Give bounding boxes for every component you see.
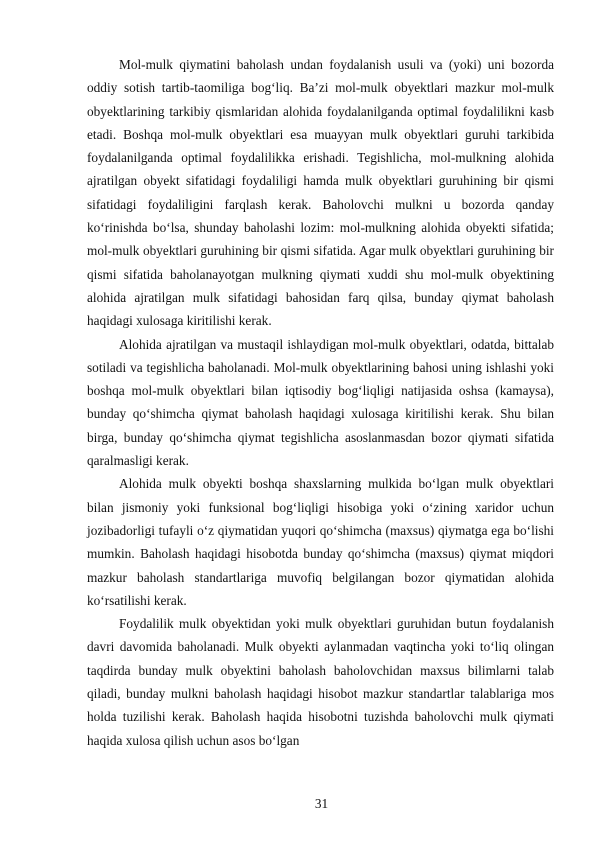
- paragraph-1: Mol-mulk qiymatini baholash undan foydalanish usuli va (yoki) uni bozorda oddiy sotish tartib-taomiliga bog‘liq. Ba’zi mol-mulk obyektlari mazkur mol-mulk obyektlarining tarkibiy qismlaridan alohida foydalanilganda optimal foydalilikni kasb etadi. Boshqa mol-mulk obyektlari esa muayyan mulk obyektlari guruhi tarkibida foydalanilganda optimal foydalilikka erishadi. Tegishlicha, mol-mulkning alohida ajratilgan obyekt sifatidagi foydaliligi hamda mulk obyektlari guruhining bir qismi sifatidagi foydaliligini farqlash kerak. Baholovchi mulkni u bozorda qanday ko‘rinishda bo‘lsa, shunday baholashi lozim: mol-mulkning alohida obyekti sifatida; mol-mulk obyektlari guruhining bir qismi sifatida. Agar mulk obyektlari guruhining bir qismi sifatida baholanayotgan mulkning qiymati xuddi shu mol-mulk obyektining alohida ajratilgan mulk sifatidagi bahosidan farq qilsa, bunday qiymat baholash haqidagi xulosaga kiritilishi kerak.: [87, 57, 554, 329]
- page-number: 31: [314, 796, 329, 811]
- paragraph-3: Alohida mulk obyekti boshqa shaxslarning mulkida bo‘lgan mulk obyektlari bilan jismoniy yoki funksional bog‘liqligi hisobiga yoki o‘zining xaridor uchun jozibadorligi tufayli o‘z qiymatidan yuqori qo‘shimcha (maxsus) qiymatga ega bo‘lishi mumkin. Baholash haqidagi hisobotda bunday qo‘shimcha (maxsus) qiymat miqdori mazkur baholash standartlariga muvofiq belgilangan bozor qiymatidan alohida ko‘rsatilishi kerak.: [87, 476, 554, 608]
- paragraph-2: Alohida ajratilgan va mustaqil ishlaydigan mol-mulk obyektlari, odatda, bittalab sotiladi va tegishlicha baholanadi. Mol-mulk obyektlarining bahosi uning ishlashi yoki boshqa mol-mulk obyektlari bilan iqtisodiy bog‘liqligi natijasida oshsa (kamaysa), bunday qo‘shimcha qiymat baholash haqidagi xulosaga kiritilishi kerak. Shu bilan birga, bunday qo‘shimcha qiymat tegishlicha asoslanmasdan bozor qiymati sifatida qaralmasligi kerak.: [87, 336, 554, 469]
- paragraph-4: Foydalilik mulk obyektidan yoki mulk obyektlari guruhidan butun foydalanish davri davomida baholanadi. Mulk obyekti aylanmadan vaqtincha yoki to‘liq olingan taqdirda bunday mulk obyektini baholash baholovchidan maxsus bilimlarni talab qiladi, bunday mulkni baholash haqidagi hisobot mazkur standartlar talablariga mos holda tuzilishi kerak. Baholash haqida hisobotni tuzishda baholovchi mulk qiymati haqida xulosa qilish uchun asos bo‘lgan: [87, 616, 554, 748]
- body-text: [87, 53, 554, 752]
